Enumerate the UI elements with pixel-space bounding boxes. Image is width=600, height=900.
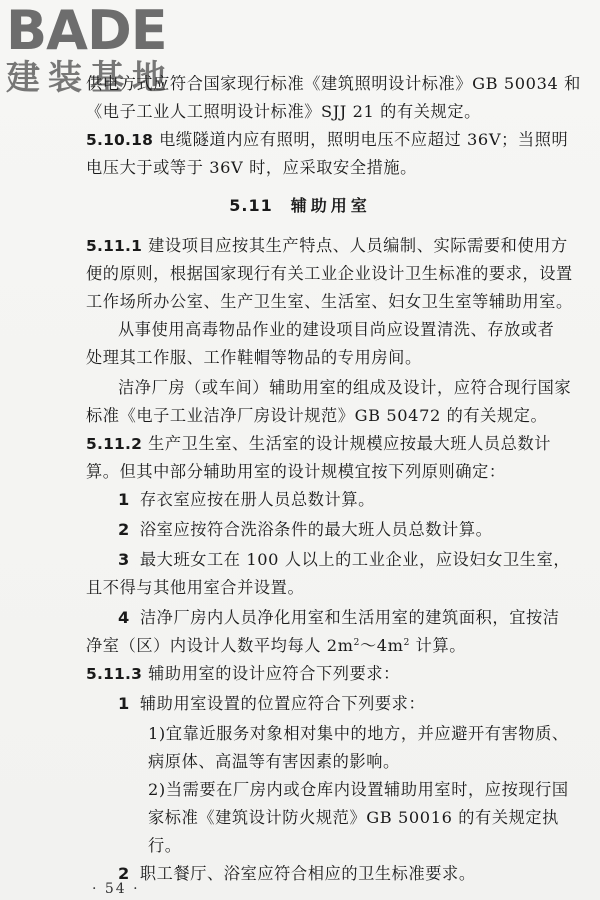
section-number: 5.11 [229, 196, 273, 215]
paragraph-line: 洁净厂房（或车间）辅助用室的组成及设计，应符合现行国家 [118, 378, 572, 397]
clause-text: 生产卫生室、生活室的设计规模应按最大班人员总数计 [148, 434, 552, 453]
list-item-index: 2 [118, 520, 130, 539]
section-title-text: 辅助用室 [290, 196, 371, 215]
list-item-text: 存衣室应按在册人员总数计算。 [139, 490, 375, 509]
section-title [0, 196, 600, 216]
paragraph-line: 便的原则，根据国家现行有关工业企业设计卫生标准的要求，设置 [86, 264, 573, 283]
paragraph-line: 供电方式应符合国家现行标准《建筑照明设计标准》GB 50034 和 [86, 74, 581, 93]
text-run: 计算。 [409, 636, 467, 655]
watermark-latin-text: BADE [6, 0, 167, 62]
paragraph-line: 处理其工作服、工作鞋帽等物品的专用房间。 [86, 348, 422, 367]
list-item-text: 洁净厂房内人员净化用室和生活用室的建筑面积，宜按洁 [139, 608, 560, 627]
list-item-index: 1 [118, 490, 130, 509]
paragraph-line: 家标准《建筑设计防火规范》GB 50016 的有关规定执 [148, 808, 559, 827]
superscript: 2 [353, 638, 360, 648]
clause-5-11-1 [86, 236, 568, 256]
list-item [118, 864, 476, 884]
clause-5-10-18 [86, 130, 568, 150]
list-item-text: 最大班女工在 100 人以上的工业企业，应设妇女卫生室， [139, 550, 571, 569]
page-number: · 54 · [92, 881, 140, 897]
list-item [118, 694, 425, 714]
clause-number: 5.11.1 [86, 237, 143, 255]
sub-list-item: 2)当需要在厂房内或仓库内设置辅助用室时，应按现行国 [148, 780, 569, 799]
paragraph-line: 《电子工业人工照明设计标准》SJJ 21 的有关规定。 [86, 102, 481, 121]
clause-5-11-2 [86, 434, 551, 454]
sub-list-item: 1)宜靠近服务对象相对集中的地方，并应避开有害物质、 [148, 724, 569, 743]
clause-text: 辅助用室的设计应符合下列要求： [148, 664, 400, 683]
watermark-chinese-text: 建装基地 [6, 58, 174, 98]
list-item-text: 职工餐厅、浴室应符合相应的卫生标准要求。 [139, 864, 476, 883]
paragraph-line: 电压大于或等于 36V 时，应采取安全措施。 [86, 158, 417, 177]
list-item-index: 2 [118, 864, 130, 883]
text-run: 净室（区）内设计人数平均每人 2m [86, 636, 354, 655]
clause-number: 5.11.2 [86, 435, 143, 453]
paragraph-line: 从事使用高毒物品作业的建设项目尚应设置清洗、存放或者 [118, 320, 555, 339]
clause-number: 5.10.18 [86, 131, 154, 149]
paragraph-line: 且不得与其他用室合并设置。 [86, 578, 305, 597]
paragraph-line: 算。但其中部分辅助用室的设计规模宜按下列原则确定： [86, 462, 506, 481]
text-run: ～4m [359, 636, 404, 655]
list-item [118, 550, 570, 570]
clause-number: 5.11.3 [86, 665, 143, 683]
list-item [118, 490, 375, 510]
paragraph-line [86, 636, 466, 656]
clause-text: 建设项目应按其生产特点、人员编制、实际需要和使用方 [148, 236, 568, 255]
paragraph-line: 标准《电子工业洁净厂房设计规范》GB 50472 的有关规定。 [86, 406, 548, 425]
list-item-index: 3 [118, 550, 130, 569]
clause-5-11-3 [86, 664, 400, 684]
paragraph-line: 工作场所办公室、生产卫生室、生活室、妇女卫生室等辅助用室。 [86, 292, 573, 311]
superscript: 2 [403, 638, 410, 648]
list-item-index: 1 [118, 694, 130, 713]
list-item-text: 浴室应按符合洗浴条件的最大班人员总数计算。 [139, 520, 493, 539]
list-item [118, 520, 492, 540]
list-item-text: 辅助用室设置的位置应符合下列要求： [139, 694, 426, 713]
paragraph-line: 病原体、高温等有害因素的影响。 [148, 752, 400, 771]
clause-text: 电缆隧道内应有照明，照明电压不应超过 36V；当照明 [159, 130, 569, 149]
list-item-index: 4 [118, 608, 130, 627]
paragraph-line: 行。 [148, 836, 182, 855]
list-item [118, 608, 560, 628]
